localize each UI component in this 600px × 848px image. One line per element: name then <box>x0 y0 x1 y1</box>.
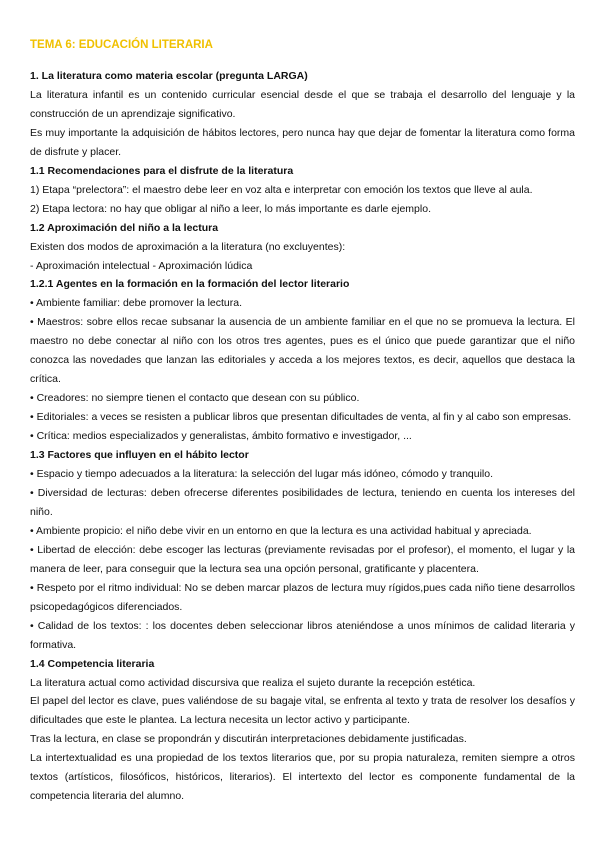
section-heading: 1.4 Competencia literaria <box>30 657 155 670</box>
bullet-item: • Ambiente familiar: debe promover la lectura. <box>30 297 243 310</box>
paragraph: Tras la lectura, en clase se propondrán y discutirán interpretaciones debidamente justificadas. <box>30 733 467 746</box>
document-page <box>30 36 575 806</box>
section-heading: 1.1 Recomendaciones para el disfrute de la literatura <box>30 164 294 177</box>
bullet-item: • Ambiente propicio: el niño debe vivir en un entorno en que la lectura es una actividad habitual y apreciada. <box>30 524 532 537</box>
bullet-item: • Crítica: medios especializados y generalistas, ámbito formativo e investigador, ... <box>30 430 412 443</box>
bullet-item: • Maestros: sobre ellos recae subsanar la ausencia de un ambiente familiar en el que no se promueva la lectura. El maestro no debe conectar al niño con los otros tres agentes, pues es el único que puede garantizar que el niño conozca las novedades que lanzan las editoriales y acceda a los mejores textos, es decir, aquellos que destaca la crítica. <box>30 316 575 386</box>
document-title: TEMA 6: EDUCACIÓN LITERARIA <box>30 39 213 51</box>
paragraph: La literatura actual como actividad discursiva que realiza el sujeto durante la recepción estética. <box>30 676 476 689</box>
paragraph: 1) Etapa “prelectora”: el maestro debe leer en voz alta e interpretar con emoción los textos que lleve al aula. <box>30 183 533 196</box>
section-heading: 1. La literatura como materia escolar (pregunta LARGA) <box>30 70 308 82</box>
paragraph: La literatura infantil es un contenido curricular esencial desde el que se trabaja el desarrollo del lenguaje y la construcción de un aprendizaje significativo. <box>30 88 575 120</box>
bullet-item: • Espacio y tiempo adecuados a la literatura: la selección del lugar más idóneo, cómodo y tranquilo. <box>30 468 494 481</box>
section-heading: 1.2.1 Agentes en la formación en la formación del lector literario <box>30 278 350 291</box>
document-body <box>30 67 575 806</box>
bullet-item: • Editoriales: a veces se resisten a publicar libros que presentan dificultades de venta, al fin y al cabo son empresas. <box>30 411 572 424</box>
bullet-item: • Calidad de los textos: : los docentes deben seleccionar libros ateniéndose a unos mínimos de calidad literaria y formativa. <box>30 619 575 651</box>
bullet-item: • Diversidad de lecturas: deben ofrecerse diferentes posibilidades de lectura, teniendo en cuenta los intereses del niño. <box>30 486 575 518</box>
paragraph: La intertextualidad es una propiedad de los textos literarios que, por su propia naturaleza, remiten siempre a otros textos (artísticos, filosóficos, históricos, literarios). El intertexto del lector es componente fundamental de la competencia literaria del alumno. <box>30 752 575 803</box>
bullet-item: • Respeto por el ritmo individual: No se deben marcar plazos de lectura muy rígidos,pues cada niño tiene desarrollos psicopedagógicos diferenciados. <box>30 581 575 613</box>
bullet-item: • Creadores: no siempre tienen el contacto que desean con su público. <box>30 392 360 405</box>
paragraph: El papel del lector es clave, pues valiéndose de su bagaje vital, se enfrenta al texto y trata de resolver los desafíos y dificultades que este le plantea. La lectura necesita un lector activo y participante. <box>30 695 575 727</box>
paragraph: 2) Etapa lectora: no hay que obligar al niño a leer, lo más importante es darle ejemplo. <box>30 202 431 215</box>
paragraph: Existen dos modos de aproximación a la literatura (no excluyentes): <box>30 240 346 253</box>
paragraph: Es muy importante la adquisición de hábitos lectores, pero nunca hay que dejar de fomentar la literatura como forma de disfrute y placer. <box>30 126 575 158</box>
paragraph: - Aproximación intelectual - Aproximación lúdica <box>30 259 253 272</box>
section-heading: 1.2 Aproximación del niño a la lectura <box>30 221 219 234</box>
section-heading: 1.3 Factores que influyen en el hábito lector <box>30 449 249 462</box>
bullet-item: • Libertad de elección: debe escoger las lecturas (previamente revisadas por el profesor), el momento, el lugar y la manera de leer, para conseguir que la lectura sea una opción personal, gratificante y placentera. <box>30 543 575 575</box>
